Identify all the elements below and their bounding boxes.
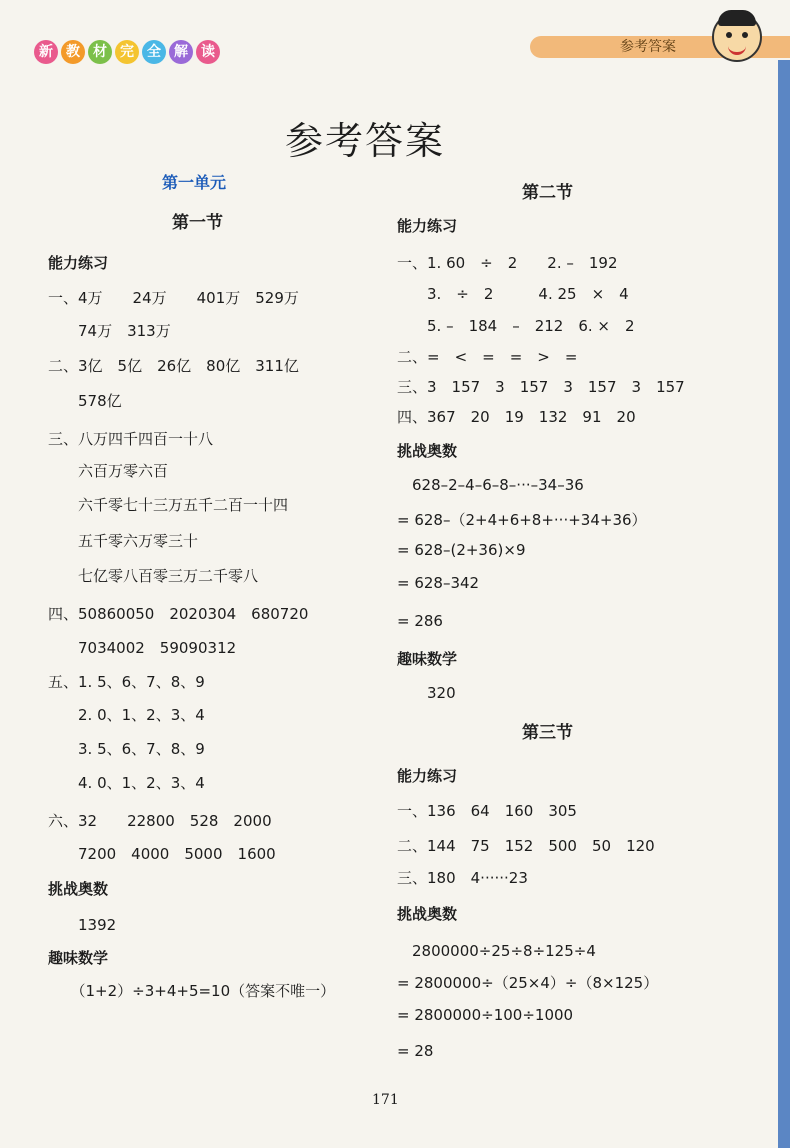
brand-char: 材 (88, 40, 112, 64)
answer-line: 六百万零六百 (48, 462, 169, 480)
mascot-icon (712, 12, 762, 62)
answer-line: = 628–342 (397, 574, 480, 592)
unit-heading: 第一单元 (162, 173, 227, 192)
brand-char: 解 (169, 40, 193, 64)
brand-char: 新 (34, 40, 58, 64)
answer-line: 7200 4000 5000 1600 (48, 845, 276, 863)
answer-line: = 2800000÷100÷1000 (397, 1006, 574, 1024)
section-heading-1: 第一节 (172, 213, 223, 233)
subsection-heading: 能力练习 (397, 217, 458, 235)
answer-line: 一、4万 24万 401万 529万 (48, 289, 299, 307)
answer-line: 三、180 4······23 (397, 869, 528, 887)
answer-line: 2. 0、1、2、3、4 (48, 706, 205, 724)
brand-char: 全 (142, 40, 166, 64)
answer-line: 二、3亿 5亿 26亿 80亿 311亿 (48, 357, 299, 375)
subsection-heading: 能力练习 (397, 767, 458, 785)
answer-line: （1+2）÷3+4+5=10（答案不唯一） (48, 982, 336, 1000)
brand-logo (34, 40, 220, 64)
answer-line: = 628–(2+36)×9 (397, 541, 526, 559)
answer-line: 三、3 157 3 157 3 157 3 157 (397, 378, 685, 396)
answer-line: 五、1. 5、6、7、8、9 (48, 673, 205, 691)
page-edge-strip (778, 60, 790, 1148)
section-heading-2: 第二节 (522, 183, 573, 203)
answer-line: = 2800000÷（25×4）÷（8×125） (397, 974, 659, 992)
subsection-heading: 能力练习 (48, 254, 109, 272)
answer-line: 六千零七十三万五千二百一十四 (48, 496, 289, 514)
answer-line: = 28 (397, 1042, 434, 1060)
answer-line: 578亿 (48, 392, 122, 410)
answer-line: 四、367 20 19 132 91 20 (397, 408, 636, 426)
answer-line: 一、136 64 160 305 (397, 802, 577, 820)
answer-line: 一、1. 60 ÷ 2 2. – 192 (397, 254, 618, 272)
page-number: 171 (372, 1092, 399, 1108)
answer-line: 7034002 59090312 (48, 639, 237, 657)
page-title: 参考答案 (285, 119, 446, 163)
answer-line: 5. – 184 – 212 6. × 2 (397, 317, 635, 335)
answer-line: = 286 (397, 612, 443, 630)
brand-char: 完 (115, 40, 139, 64)
answer-line: 1392 (48, 916, 117, 934)
answer-line: 二、144 75 152 500 50 120 (397, 837, 655, 855)
answer-line: 2800000÷25÷8÷125÷4 (397, 942, 596, 960)
answer-line: 4. 0、1、2、3、4 (48, 774, 205, 792)
subsection-heading: 趣味数学 (397, 650, 458, 668)
answer-line: 三、八万四千四百一十八 (48, 430, 214, 448)
subsection-heading: 趣味数学 (48, 949, 109, 967)
answer-line: 74万 313万 (48, 322, 171, 340)
subsection-heading: 挑战奥数 (397, 905, 458, 923)
brand-char: 教 (61, 40, 85, 64)
answer-line: 320 (397, 684, 456, 702)
answer-line: 七亿零八百零三万二千零八 (48, 567, 259, 585)
answer-line: 3. 5、6、7、8、9 (48, 740, 205, 758)
answer-line: 五千零六万零三十 (48, 532, 199, 550)
answer-line: 3. ÷ 2 4. 25 × 4 (397, 285, 629, 303)
brand-char: 读 (196, 40, 220, 64)
answer-line: 四、50860050 2020304 680720 (48, 605, 309, 623)
subsection-heading: 挑战奥数 (397, 442, 458, 460)
answer-line: 六、32 22800 528 2000 (48, 812, 272, 830)
section-heading-3: 第三节 (522, 723, 573, 743)
subsection-heading: 挑战奥数 (48, 880, 109, 898)
header-title: 参考答案 (620, 39, 676, 55)
answer-line: 二、= < = = > = (397, 348, 578, 366)
answer-line: 628–2–4–6–8–···–34–36 (397, 476, 584, 494)
answer-line: = 628–（2+4+6+8+···+34+36） (397, 511, 647, 529)
